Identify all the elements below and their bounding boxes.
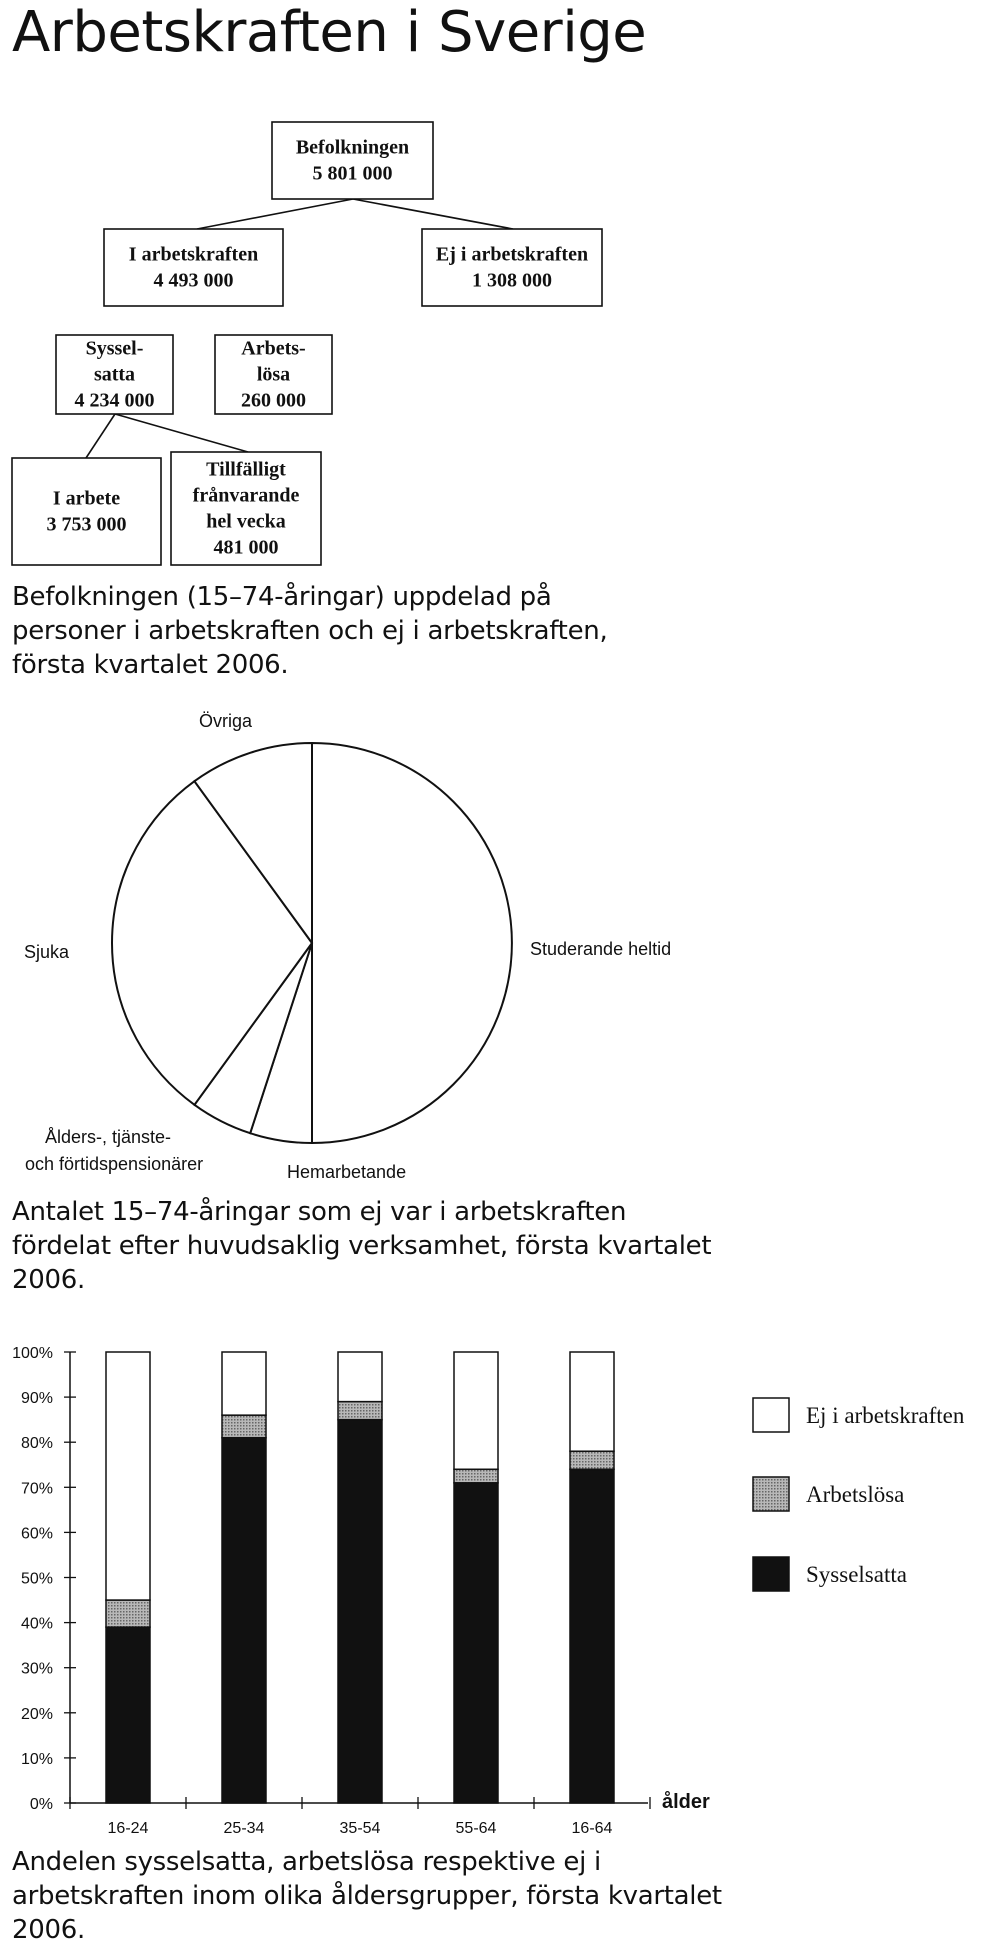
pie-label: Sjuka [24,942,70,962]
bar-segment [222,1415,266,1438]
legend-swatch [753,1398,789,1432]
tree-label-i-arbete: I arbete [52,487,121,510]
bar-segment [338,1420,382,1803]
tree-label-arbetslosa: lösa [256,363,291,386]
tree-label-arbetslosa: Arbets- [241,337,306,360]
legend-label: Sysselsatta [806,1562,907,1587]
tree-label-sysselsatta: 4 234 000 [74,389,155,412]
x-tick-label: 35-54 [339,1820,381,1837]
bar-segment [454,1483,498,1803]
y-tick-label: 80% [20,1435,53,1453]
tree-label-tillfalligt-franvarande: 481 000 [213,536,279,559]
tree-label-i-arbetskraften: 4 493 000 [153,269,234,292]
legend-label: Arbetslösa [806,1482,905,1507]
pie-label: Hemarbetande [287,1162,407,1182]
bar-segment [454,1352,498,1469]
bar-segment [570,1352,614,1451]
legend-swatch [753,1477,789,1511]
tree-label-befolkning: 5 801 000 [312,162,393,185]
bar-segment [106,1627,150,1803]
y-tick-label: 0% [29,1796,53,1813]
legend-label: Ej i arbetskraften [806,1403,965,1428]
bar-segment [454,1469,498,1483]
tree-caption: Befolkningen (15–74-åringar) uppdelad på personer i arbetskraften och ej i arbetskraften, första kvartalet 2006. [12,582,608,680]
pie-label: Övriga [199,711,253,731]
tree-label-sysselsatta: Syssel- [85,337,144,360]
tree-label-befolkning: Befolkningen [295,136,410,159]
x-axis-label: ålder [662,1791,710,1813]
tree-label-sysselsatta: satta [93,363,136,386]
bar-segment [570,1451,614,1469]
pie-label: Studerande heltid [530,939,672,959]
bar-segment [222,1352,266,1415]
y-tick-label: 70% [20,1480,53,1498]
tree-label-tillfalligt-franvarande: Tillfälligt [206,458,286,481]
y-tick-label: 10% [20,1750,53,1768]
bar-segment [338,1402,382,1420]
tree-label-i-arbete: 3 753 000 [46,513,127,536]
y-tick-label: 100% [12,1345,53,1362]
y-tick-label: 20% [20,1705,53,1723]
x-tick-label: 16-24 [107,1820,149,1837]
y-tick-label: 90% [20,1390,53,1408]
bar-segment [106,1600,150,1627]
bar-segment [338,1352,382,1402]
x-tick-label: 16-64 [571,1820,613,1837]
tree-label-arbetslosa: 260 000 [241,389,306,412]
bar-segment [570,1469,614,1803]
bar-segment [106,1352,150,1600]
y-tick-label: 50% [20,1570,53,1588]
bar-caption: Andelen sysselsatta, arbetslösa respektive ej i arbetskraften inom olika åldersgrupper, första kvartalet 2006. [12,1847,722,1945]
tree-label-ej-i-arbetskraften: 1 308 000 [472,269,552,292]
y-tick-label: 30% [20,1660,53,1678]
legend-swatch [753,1557,789,1591]
pie-label: Ålders-, tjänste- [45,1127,172,1147]
page-title: Arbetskraften i Sverige [12,0,647,65]
pie-label: och förtidspensionärer [25,1154,204,1174]
x-tick-label: 55-64 [455,1820,497,1837]
y-tick-label: 40% [20,1615,53,1633]
y-tick-label: 60% [20,1525,53,1543]
pie-caption: Antalet 15–74-åringar som ej var i arbetskraften fördelat efter huvudsaklig verksamhet, första kvartalet 2006. [12,1197,712,1295]
tree-label-tillfalligt-franvarande: frånvarande [192,484,300,507]
tree-label-ej-i-arbetskraften: Ej i arbetskraften [435,243,589,266]
x-tick-label: 25-34 [223,1820,265,1837]
tree-label-i-arbetskraften: I arbetskraften [128,243,259,266]
bar-segment [222,1438,266,1803]
tree-label-tillfalligt-franvarande: hel vecka [206,510,286,533]
